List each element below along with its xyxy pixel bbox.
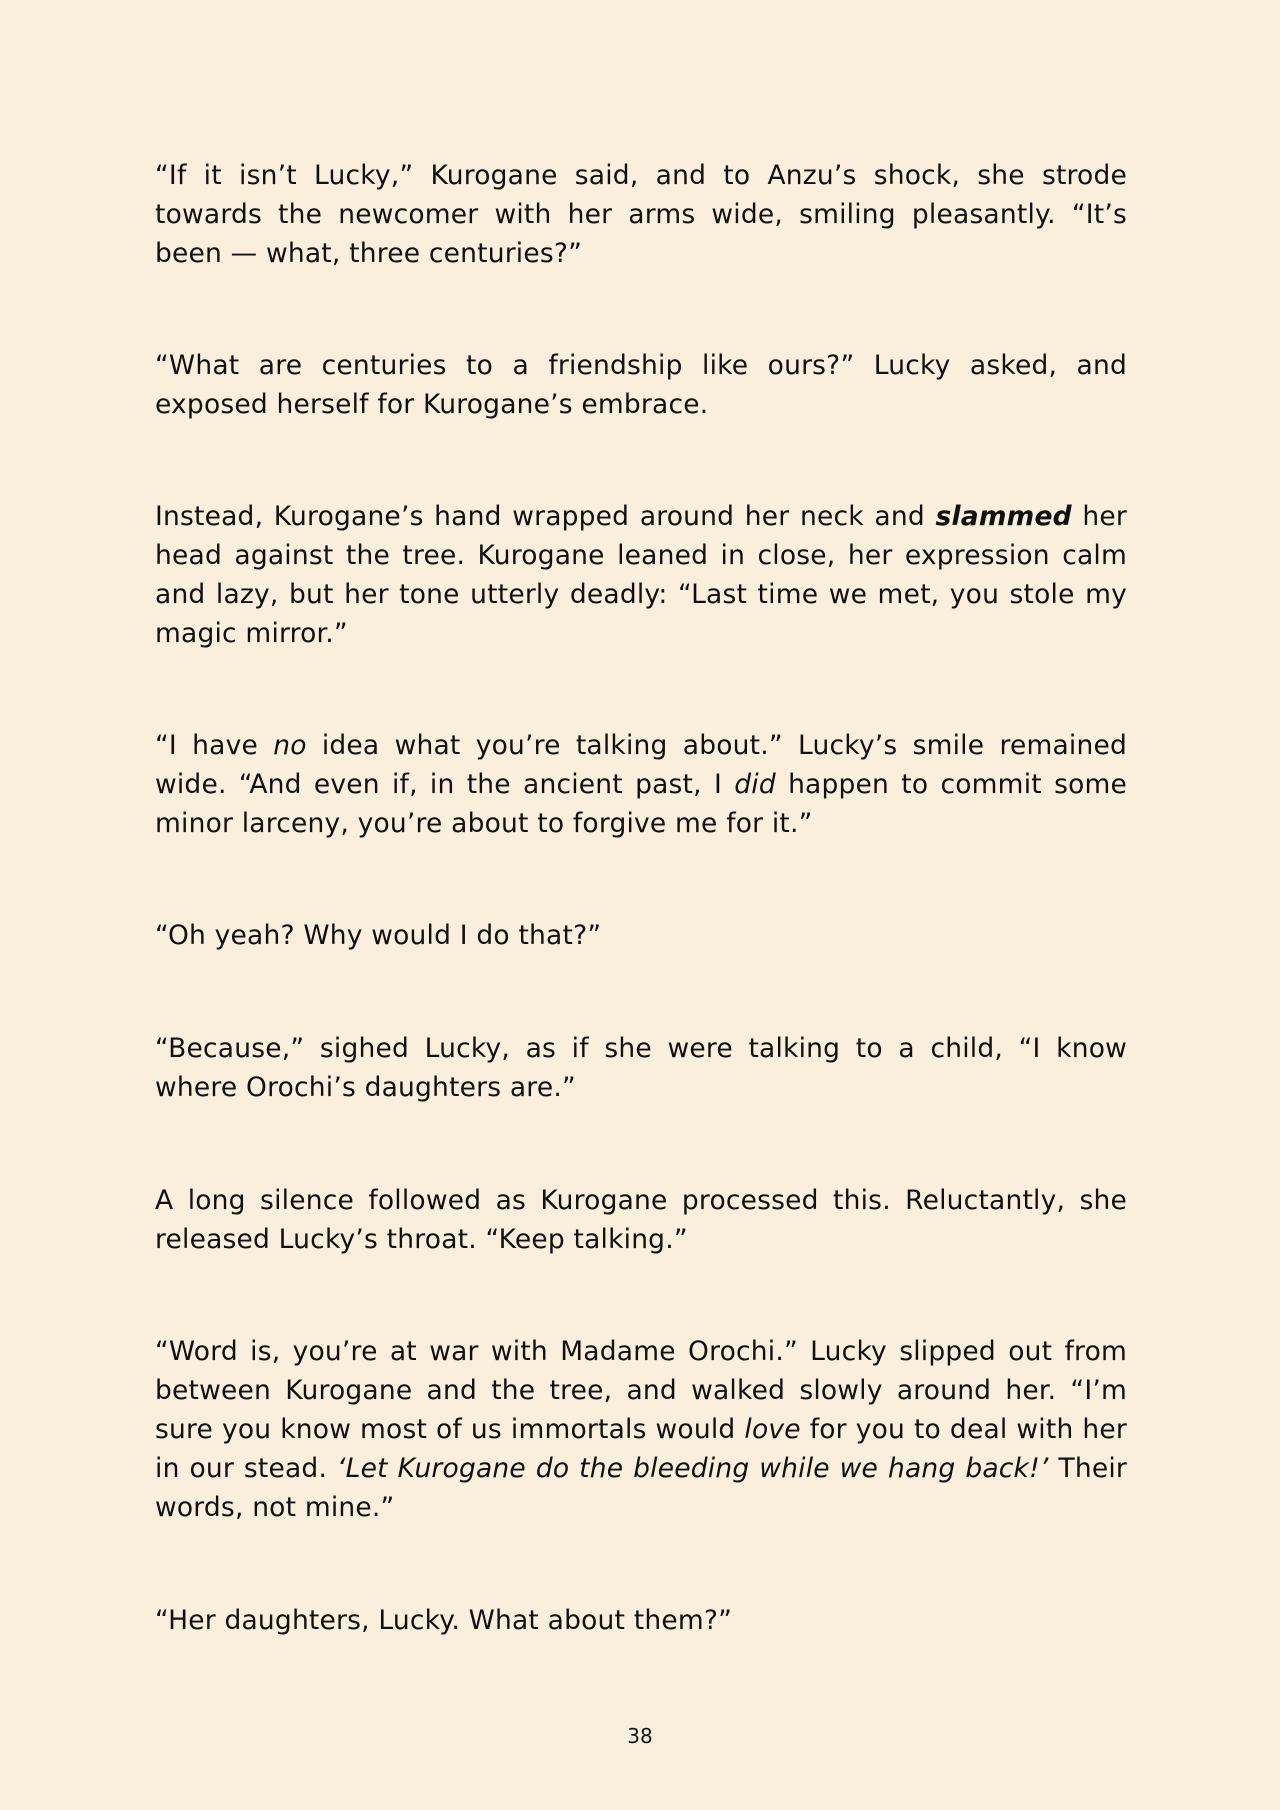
paragraph-2	[155, 346, 1127, 424]
paragraph-3-text-a: Instead, Kurogane’s hand wrapped around her neck and	[155, 501, 936, 532]
paragraph-7-text: A long silence followed as Kurogane processed this. Reluctantly, she released Lucky’s throat. “Keep talking.”	[155, 1185, 1127, 1255]
paragraph-8-text-c: Their words, not mine.”	[155, 1453, 1128, 1523]
paragraph-3	[155, 497, 1127, 653]
paragraph-3-emphasis-slammed: slammed	[935, 501, 1072, 532]
paragraph-6	[155, 1029, 1127, 1107]
paragraph-1	[155, 156, 1127, 273]
paragraph-5-text: “Oh yeah? Why would I do that?”	[155, 920, 602, 951]
paragraph-8-emphasis-quote: ‘Let Kurogane do the bleeding while we hang back!’	[336, 1453, 1049, 1484]
paragraph-2-text: “What are centuries to a friendship like ours?” Lucky asked, and exposed herself for Kurogane’s embrace.	[155, 350, 1127, 420]
paragraph-1-text: “If it isn’t Lucky,” Kurogane said, and to Anzu’s shock, she strode towards the newcomer with her arms wide, smiling pleasantly. “It’s been — what, three centuries?”	[155, 160, 1127, 269]
paragraph-6-text: “Because,” sighed Lucky, as if she were talking to a child, “I know where Orochi’s daughters are.”	[155, 1033, 1127, 1103]
page-number: 38	[627, 1724, 653, 1748]
paragraph-3-text-b: her head against the tree. Kurogane leaned in close, her expression calm and lazy, but her tone utterly deadly: “Last time we met, you stole my magic mirror.”	[155, 501, 1127, 649]
paragraph-9-text: “Her daughters, Lucky. What about them?”	[155, 1605, 733, 1636]
paragraph-4-text-c: happen to commit some minor larceny, you’re about to forgive me for it.”	[155, 769, 1128, 839]
paragraph-8-text-a: “Word is, you’re at war with Madame Orochi.” Lucky slipped out from between Kurogane and the tree, and walked slowly around her. “I’m sure you know most of us immortals would	[155, 1336, 1127, 1445]
paragraph-8-text-b: for you to deal with her in our stead.	[155, 1414, 1127, 1484]
paragraph-5	[155, 916, 1127, 955]
paragraph-8-emphasis-love: love	[744, 1414, 801, 1445]
paragraph-4-emphasis-did: did	[734, 769, 776, 800]
paragraph-4-emphasis-no: no	[273, 730, 307, 761]
paragraph-4-text-b: idea what you’re talking about.” Lucky’s smile remained wide. “And even if, in the ancient past, I	[155, 730, 1128, 800]
paragraph-4-text-a: “I have	[155, 730, 274, 761]
paragraph-9	[155, 1601, 1127, 1640]
paragraph-8	[155, 1332, 1127, 1527]
paragraph-4	[155, 726, 1127, 843]
paragraph-7	[155, 1181, 1127, 1259]
